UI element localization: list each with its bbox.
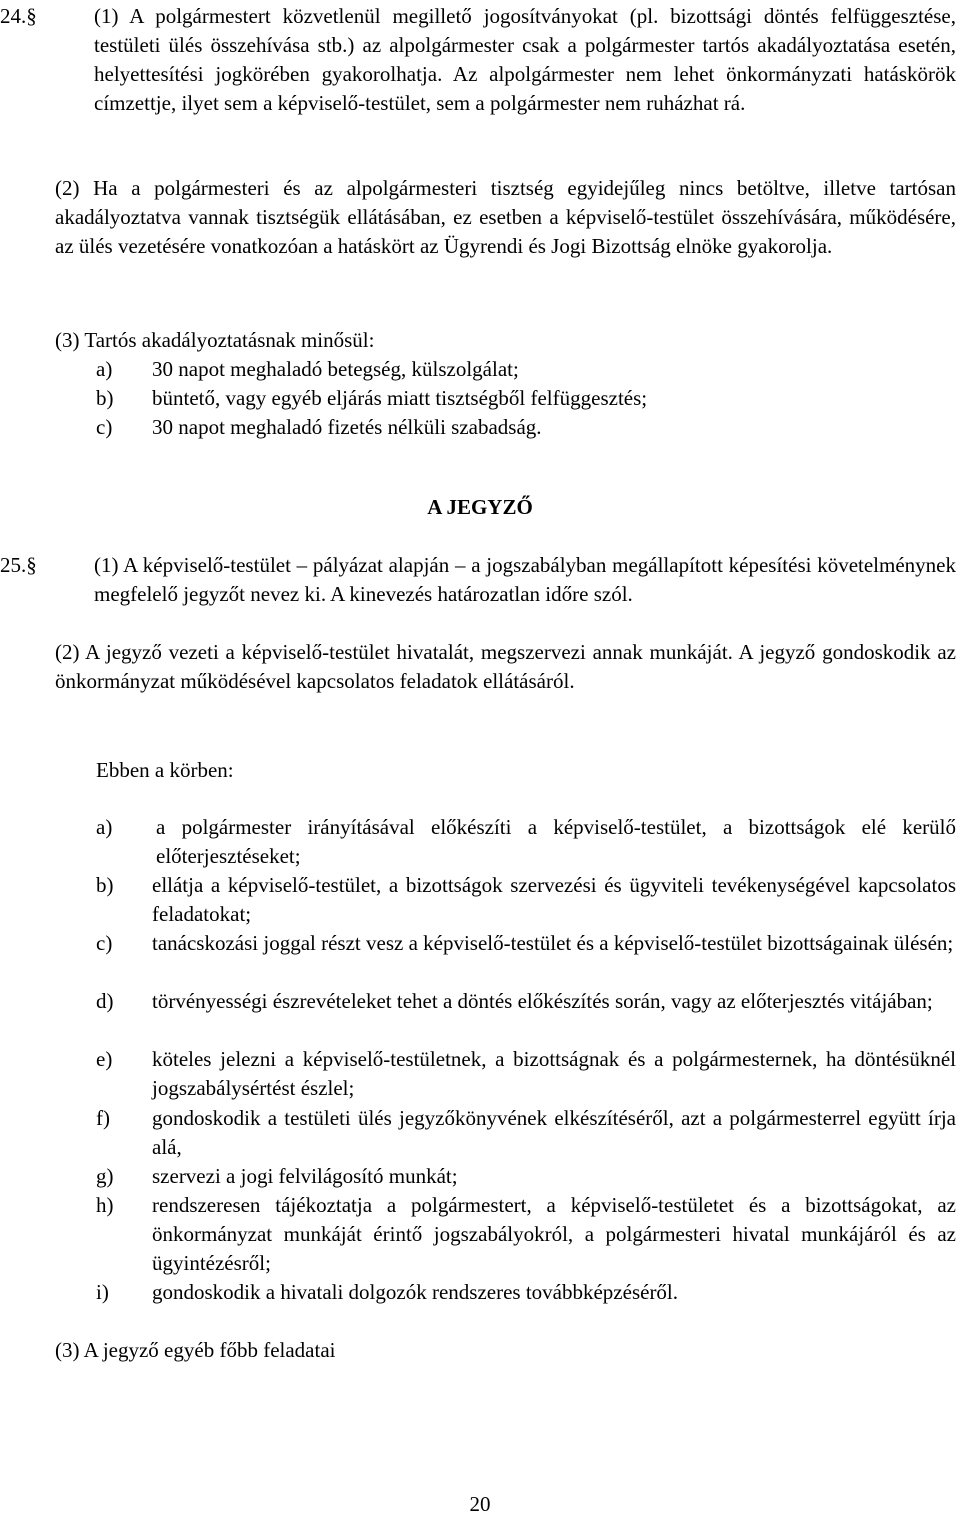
- list-item-label: e): [96, 1047, 113, 1071]
- page-number: 20: [469, 1492, 491, 1516]
- section-25-paragraph-2-text: (2) A jegyző vezeti a képviselő-testület hivatalát, megszervezi annak munkáját. A jegyző gondoskodik az önkormányzat működésével kapcsolatos feladatok ellátásáról.: [55, 640, 956, 693]
- section-number-25: 25.§: [0, 553, 37, 577]
- section-24-paragraph-2: [55, 174, 956, 261]
- list-item-label: a): [96, 815, 113, 839]
- section-24-paragraph-2-text: (2) Ha a polgármesteri és az alpolgármesteri tisztség egyidejűleg nincs betöltve, illetve tartósan akadályoztatva vannak tisztségük ellátásában, ez esetben a képviselő-testület összehívására, működésére, az ülés vezetésére vonatkozóan a hatáskört az Ügyrendi és Jogi Bizottság elnöke gyakorolja.: [55, 176, 956, 258]
- section-number-24: 24.§: [0, 4, 37, 28]
- section-25-paragraph-1-text: (1) A képviselő-testület – pályázat alapján – a jogszabályban megállapított képesítési követelménynek megfelelő jegyzőt nevez ki. A kinevezés határozatlan időre szól.: [94, 553, 956, 606]
- section-24-paragraph-1-text: (1) A polgármestert közvetlenül megillető jogosítványokat (pl. bizottsági döntés felfüggesztése, testületi ülés összehívása stb.) az alpolgármester csak a polgármester tartós akadályoztatása esetén, helyettesítési jogkörében gyakorolhatja. Az alpolgármester nem lehet önkormányzati hatáskörök címzettje, ilyet sem a képviselő-testület, sem a polgármester nem ruházhat rá.: [94, 4, 956, 115]
- list-item-text: ellátja a képviselő-testület, a bizottságok szervezési és ügyviteli tevékenységével kapcsolatos feladatokat;: [152, 873, 956, 926]
- list-item-label: c): [96, 931, 113, 955]
- list-item-text: gondoskodik a hivatali dolgozók rendszeres továbbképzéséről.: [152, 1280, 679, 1304]
- list-item-label: d): [96, 989, 114, 1013]
- list-item-text: gondoskodik a testületi ülés jegyzőkönyvének elkészítéséről, azt a polgármesterrel együtt írja alá,: [152, 1106, 956, 1159]
- list-item-label: b): [96, 386, 114, 410]
- list-item-text: tanácskozási joggal részt vesz a képviselő-testület és a képviselő-testület bizottságainak ülésén;: [152, 931, 954, 955]
- list-item-text: köteles jelezni a képviselő-testületnek, a bizottságnak és a polgármesternek, ha döntésüknél jogszabálysértést észlel;: [152, 1047, 956, 1100]
- list-item-text: 30 napot meghaladó fizetés nélküli szabadság.: [152, 415, 542, 439]
- list-item-text: büntető, vagy egyéb eljárás miatt tisztségből felfüggesztés;: [152, 386, 648, 410]
- section-25-paragraph-3: [55, 1336, 956, 1365]
- list-item-label: b): [96, 873, 114, 897]
- list-item-text: a polgármester irányításával előkészíti a képviselő-testület, a bizottságok elé kerülő előterjesztéseket;: [156, 815, 956, 868]
- list-item-text: törvényességi észrevételeket tehet a döntés előkészítés során, vagy az előterjesztés vitájában;: [152, 989, 933, 1013]
- list-item-label: h): [96, 1193, 114, 1217]
- list-item-text: szervezi a jogi felvilágosító munkát;: [152, 1164, 458, 1188]
- list-item-label: i): [96, 1280, 109, 1304]
- list-item-label: f): [96, 1106, 110, 1130]
- list-item-label: a): [96, 357, 113, 381]
- section-heading: A JEGYZŐ: [427, 495, 533, 519]
- list-item-label: c): [96, 415, 113, 439]
- section-24-paragraph-3-intro: [55, 326, 956, 355]
- section-24-paragraph-3-intro-text: (3) Tartós akadályoztatásnak minősül:: [55, 328, 375, 352]
- list-item-label: g): [96, 1164, 114, 1188]
- section-25-intro-text: Ebben a körben:: [96, 758, 234, 782]
- section-25-paragraph-1: [94, 551, 956, 609]
- section-25-paragraph-3-text: (3) A jegyző egyéb főbb feladatai: [55, 1338, 336, 1362]
- section-25-paragraph-2: [55, 638, 956, 696]
- list-item-text: 30 napot meghaladó betegség, külszolgálat;: [152, 357, 519, 381]
- section-24-paragraph-1: [94, 2, 956, 118]
- section-25-intro: [96, 756, 956, 785]
- list-item-text: rendszeresen tájékoztatja a polgármestert, a képviselő-testületet és a bizottságokat, az önkormányzat munkáját érintő jogszabályokról, a polgármesteri hivatal munkájáról és az ügyintézésről;: [152, 1193, 956, 1275]
